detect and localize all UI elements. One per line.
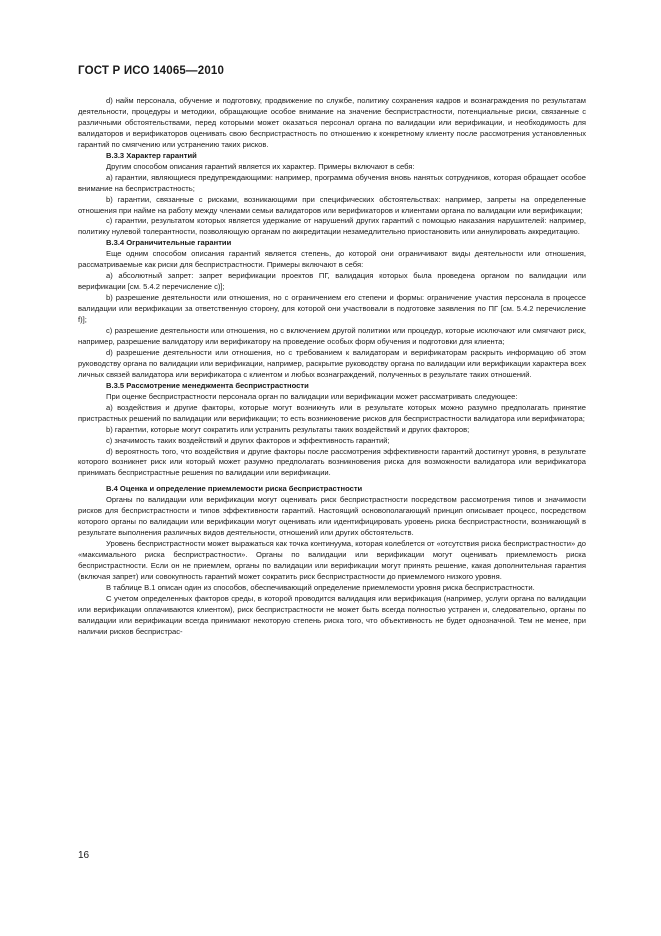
section-heading: В.3.4 Ограничительные гарантии	[106, 238, 232, 248]
paragraph: Другим способом описания гарантий является их характер. Примеры включают в себя:	[106, 161, 415, 171]
page-number: 16	[78, 850, 90, 861]
paragraph: d) вероятность того, что воздействия и другие факторы после рассмотрения эффективности гарантий достигнут уровня, в результате которого возникнет риск или который может разумно предполагать возникновения риска для возможности валидатора или верификатора принимать беспристрастные решения по валидации или верификации.	[78, 446, 586, 478]
paragraph: d) найм персонала, обучение и подготовку, продвижение по службе, политику сохранения кадров и вознаграждения по результатам деятельности, процедуры и методики, обращающие особое внимание на значение беспристрастности, потенциальные риски, связанные с различными обстоятельствами, перед которыми может оказаться персонал органа по валидации или верификации, и необходимость для валидаторов и верификаторов оценивать свою беспристрастность по отношению к конкретному клиенту после рассмотрения установленных гарантий по смягчению или устранению таких рисков.	[78, 96, 586, 149]
paragraph: b) гарантии, связанные с рисками, возникающими при специфических обстоятельствах: например, запреты на определенные отношения при найме на работу между членами семьи валидаторов или верификаторов и клиентами органа по валидации или верификации;	[78, 194, 586, 215]
section-heading: В.3.5 Рассмотрение менеджмента беспристрастности	[106, 380, 309, 390]
paragraph: При оценке беспристрастности персонала орган по валидации или верификации может рассматривать следующее:	[106, 391, 518, 401]
paragraph: Органы по валидации или верификации могут оценивать риск беспристрастности посредством рассмотрения типов и значимости рисков для беспристрастности и типов эффективности гарантий. Настоящий основополагающий принцип описывает процесс, посредством которого органы по валидации или верификации могут оценивать или идентифицировать уровень риска беспристрастности, возникающий в результате выполнения различных видов деятельности, отношений или других обстоятельств.	[78, 495, 586, 538]
paragraph: c) разрешение деятельности или отношения, но с включением другой политики или процедур, которые исключают или смягчают риск, например, разрешение валидатору или верификатору на проведение особых форм обучения и подготовки для клиента;	[78, 326, 586, 346]
paragraph: Уровень беспристрастности может выражаться как точка континуума, которая колеблется от «отсутствия риска беспристрастности» до «максимального риска беспристрастности». Органы по валидации или верификации могут оценивать приемлемость риска беспристрастности. Если он не приемлем, органы по валидации или верификации могут принять решение, какая дополнительная гарантия (включая запрет) или совокупность гарантий может сократить риск беспристрастности до приемлемого низкого уровня.	[78, 539, 586, 581]
document-header: ГОСТ Р ИСО 14065—2010	[78, 65, 225, 77]
paragraph: b) разрешение деятельности или отношения, но с ограничением его степени и формы: ограничение участия персонала в процессе валидации или верификации за ответственную сторону, для которой они участвовали в подготовке заявления по ПГ [см. 5.4.2 перечисление f)];	[78, 293, 586, 325]
paragraph: d) разрешение деятельности или отношения, но с требованием к валидаторам и верификаторам раскрыть информацию об этом руководству органа по валидации или верификации, например, раскрытие руководству органа по валидации или верификации характера всех личных связей валидатора или верификатора с клиентом и любых вознаграждений, полученных в результате таких отношений.	[78, 347, 586, 379]
paragraph: b) гарантии, которые могут сократить или устранить результаты таких воздействий и других факторов;	[106, 424, 470, 434]
paragraph: С учетом определенных факторов среды, в которой проводится валидация или верификация (например, услуги органа по валидации или верификации оплачиваются клиентом), риск беспристрастности не может быть всегда полностью устранен и, следовательно, органы по валидации или верификации всегда принимают некоторую степень риска того, что объективность не будет однозначной. Тем не менее, при наличии рисков беспристрас-	[78, 593, 586, 636]
paragraph: В таблице В.1 описан один из способов, обеспечивающий определение приемлемости уровня риска беспристрастности.	[106, 582, 535, 592]
document-body	[78, 96, 586, 638]
paragraph: a) воздействия и другие факторы, которые могут возникнуть или в результате которых можно разумно предполагать принятие пристрастных решений по валидации или верификации; то есть возникновение рисков для беспристрастности валидатора или верификатора;	[78, 402, 586, 423]
paragraph: a) гарантии, являющиеся предупреждающими: например, программа обучения вновь нанятых сотрудников, которая обращает особое внимание на беспристрастность;	[78, 172, 586, 193]
section-heading: В.4 Оценка и определение приемлемости риска беспристрастности	[106, 484, 363, 494]
paragraph: a) абсолютный запрет: запрет верификации проектов ПГ, валидация которых была проведена органом по валидации или верификации [см. 5.4.2 перечисление c)];	[78, 271, 586, 292]
paragraph: Еще одним способом описания гарантий является степень, до которой они ограничивают виды деятельности или отношения, рассматриваемые как риски для беспристрастности. Примеры включают в себя:	[78, 249, 586, 270]
paragraph: c) значимость таких воздействий и других факторов и эффективность гарантий;	[106, 435, 390, 445]
paragraph: c) гарантии, результатом которых является удержание от нарушений других гарантий с помощью наказания нарушителей: например, политику нулевой толерантности, позволяющую органам по аккредитации незамедлительно приостановить или аннулировать аккредитацию.	[78, 216, 586, 237]
section-heading: В.3.3 Характер гарантий	[106, 150, 197, 160]
